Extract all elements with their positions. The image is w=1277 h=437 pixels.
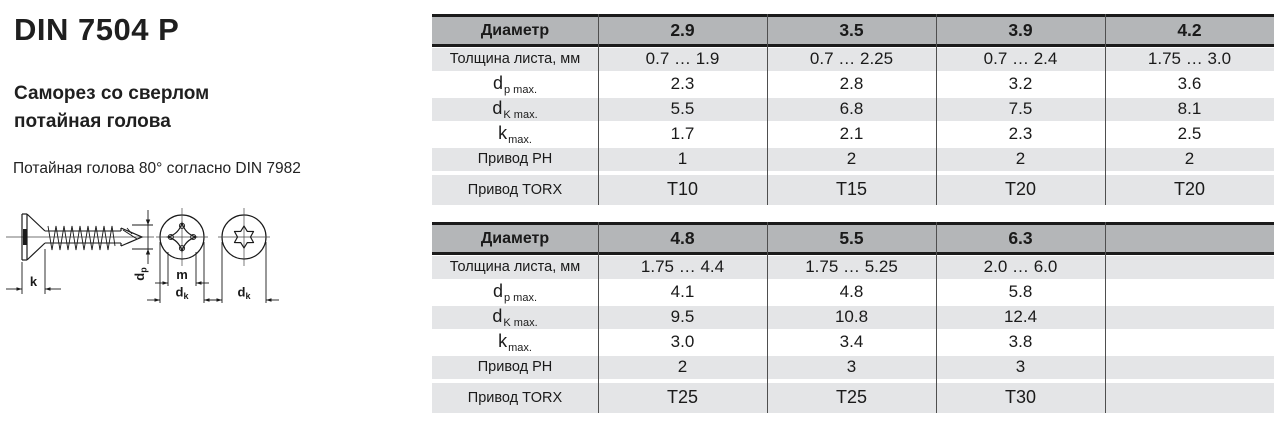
screw-technical-drawing: [4, 202, 304, 324]
product-subtitle: [14, 80, 209, 136]
column-header: 6.3: [1008, 228, 1033, 248]
svg-text:m: m: [176, 267, 188, 282]
dimension-k: [6, 249, 61, 294]
column-header: 2.9: [670, 20, 695, 40]
column-divider: [598, 14, 600, 205]
head-recess-section: [23, 229, 28, 245]
row-label: Толщина листа, мм: [449, 51, 581, 67]
table-row-dp: $d_{p max.}$ 2.3 2.8 3.2 3.6: [432, 73, 1274, 96]
table-row-torx-drive: Привод TORX T10 T15 T20 T20: [432, 175, 1274, 205]
row-label: Привод TORX: [467, 389, 563, 406]
header-diameter-label: Диаметр: [480, 21, 550, 39]
column-header: 4.2: [1177, 20, 1202, 40]
table-row-ph-drive: Привод PH 1 2 2 2: [432, 148, 1274, 171]
row-label: Привод TORX: [467, 181, 563, 198]
column-divider: [767, 14, 769, 205]
standard-note: Потайная голова 80° согласно DIN 7982: [13, 160, 301, 177]
svg-text:dp: dp: [132, 267, 149, 281]
column-header: 5.5: [839, 228, 864, 248]
torx-head-view: [209, 208, 279, 303]
svg-text:dk: dk: [175, 284, 189, 301]
header-diameter-label: Диаметр: [480, 229, 550, 247]
subtitle-line1: Саморез со сверлом: [14, 83, 210, 104]
column-header: 3.5: [839, 20, 864, 40]
column-divider: [598, 222, 600, 413]
dimensions-table-large: [432, 222, 1274, 413]
thread: [48, 226, 115, 250]
table-row-thickness: Толщина листа, мм 1.75 … 4.4 1.75 … 5.25 2.0 … 6.0: [432, 256, 1274, 279]
table-header-row: [432, 225, 1274, 252]
table-row-dk: $d_{K max.}$ 5.5 6.8 7.5 8.1: [432, 98, 1274, 121]
dimension-dp: [132, 210, 153, 281]
phillips-head-view: [147, 208, 217, 303]
row-label: $d_{p max.}$: [492, 72, 538, 96]
row-label: $d_{K max.}$: [492, 305, 538, 329]
column-divider: [1105, 14, 1107, 205]
row-label: $d_{p max.}$: [492, 280, 538, 304]
header-separator: [432, 252, 1274, 255]
svg-text:k: k: [29, 274, 38, 289]
page-title: DIN 7504 P: [14, 12, 180, 47]
header-separator: [432, 44, 1274, 47]
row-label: Толщина листа, мм: [449, 259, 581, 275]
dimensions-table-small: [432, 14, 1274, 205]
row-label: $k_{max.}$: [498, 122, 532, 146]
row-label: $d_{K max.}$: [492, 97, 538, 121]
table-row-torx-drive: Привод TORX T25 T25 T30: [432, 383, 1274, 413]
screw-side-view: [6, 210, 154, 294]
subtitle-line2: потайная голова: [14, 111, 171, 132]
column-header: 4.8: [670, 228, 695, 248]
table-row-k: $k_{max.}$ 3.0 3.4 3.8: [432, 331, 1274, 354]
row-label: Привод PH: [477, 151, 553, 167]
row-label: $k_{max.}$: [498, 330, 532, 354]
table-header-row: [432, 17, 1274, 44]
column-divider: [1105, 222, 1107, 413]
table-row-thickness: Толщина листа, мм 0.7 … 1.9 0.7 … 2.25 0.7 … 2.4 1.75 … 3.0: [432, 48, 1274, 71]
table-row-dk: $d_{K max.}$ 9.5 10.8 12.4: [432, 306, 1274, 329]
column-header: 3.9: [1008, 20, 1033, 40]
table-row-dp: $d_{p max.}$ 4.1 4.8 5.8: [432, 281, 1274, 304]
column-divider: [936, 222, 938, 413]
svg-text:dk: dk: [237, 284, 251, 301]
table-row-k: $k_{max.}$ 1.7 2.1 2.3 2.5: [432, 123, 1274, 146]
column-divider: [936, 14, 938, 205]
row-label: Привод PH: [477, 359, 553, 375]
column-divider: [767, 222, 769, 413]
table-row-ph-drive: Привод PH 2 3 3: [432, 356, 1274, 379]
